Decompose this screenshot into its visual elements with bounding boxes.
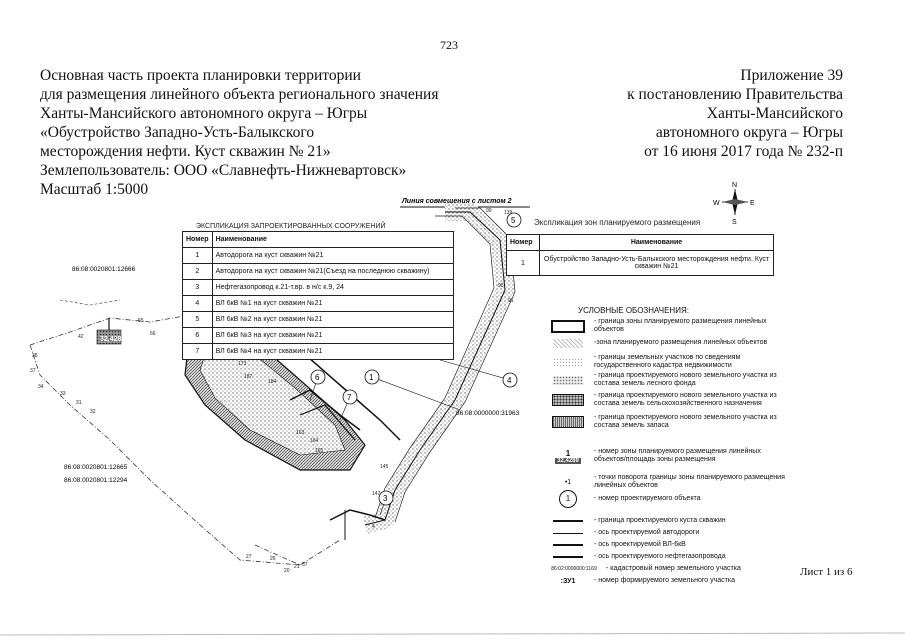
zones-table-caption: Экспликация зон планируемого размещения (534, 218, 701, 227)
zone-boundary-symbol (551, 320, 585, 333)
appendix-line: к постановлению Правительства (627, 86, 843, 103)
legend-item: :ЗУ1 - номер формируемого земельного участка (560, 577, 735, 585)
svg-text:1: 1 (369, 373, 374, 382)
legend-item: - граница проектируемого нового земельного участка из состава земель сельскохозяйственного назначения (548, 392, 794, 408)
svg-text:27: 27 (246, 554, 252, 560)
legend-item: •1 - точки поворота границы зоны планируемого размещения линейных объектов (564, 474, 785, 489)
header-number: Номер (507, 235, 540, 251)
zone-area-label: 32,4289 (100, 336, 126, 343)
table-row: 7 ВЛ 6кВ №4 на куст скважин №21 (183, 344, 454, 360)
appendix-line: автономного округа – Югры (655, 124, 843, 141)
zone-fill-symbol (553, 339, 583, 348)
reserve-land-symbol (552, 416, 584, 428)
table-row: 6 ВЛ 6кВ №3 на куст скважин №21 (183, 328, 454, 344)
vl-axis-symbol (553, 544, 583, 546)
header-number: Номер (183, 232, 213, 248)
table-row: 5 ВЛ 6кВ №2 на куст скважин №21 (183, 312, 454, 328)
header-name: Наименование (540, 235, 774, 251)
title-line: «Обустройство Западно-Усть-Балыкского (40, 124, 315, 141)
svg-text:99: 99 (486, 208, 492, 214)
appendix-line: Приложение 39 (740, 67, 843, 84)
cadastre-symbol (553, 358, 583, 366)
svg-text:95: 95 (498, 283, 504, 289)
legend-item: - ось проектируемой ВЛ-6кВ (548, 538, 794, 552)
header-name: Наименование (212, 232, 453, 248)
pad-boundary-symbol (553, 520, 583, 522)
svg-text:165: 165 (315, 448, 324, 454)
scale-line: Масштаб 1:5000 (40, 181, 149, 198)
sheet-label: Лист 1 из 6 (800, 566, 853, 578)
zones-table (506, 218, 774, 276)
legend-item: - граница проектируемого нового земельного участка из состава земель запаса (548, 414, 794, 430)
legend-title: УСЛОВНЫЕ ОБОЗНАЧЕНИЯ: (578, 306, 689, 315)
svg-text:3: 3 (383, 494, 388, 503)
svg-text:26: 26 (270, 556, 276, 562)
object-number-example: 1 (559, 490, 577, 508)
legend-item: 86:02:0000000:1169 - кадастровый номер земельного участка (551, 565, 741, 572)
legend-item: 1 32,4289 - номер зоны планируемого размещения линейных объектов/площадь зоны размещения (557, 448, 761, 464)
svg-text:31: 31 (76, 400, 82, 406)
zone-area-example: 32,4289 (557, 457, 579, 464)
compass-n: N (732, 182, 738, 189)
land-user-line: Землепользователь: ООО «Славнефть-Нижневартовск» (40, 162, 407, 179)
parcel-boundary (255, 540, 340, 565)
point-example: •1 (564, 478, 572, 486)
cadastral-label: 86:08:0020801:12665 (64, 464, 128, 471)
svg-text:4: 4 (372, 524, 375, 530)
compass (713, 182, 755, 226)
svg-text:145: 145 (380, 464, 389, 470)
page-number: 723 (440, 38, 458, 52)
road-axis-symbol (553, 533, 583, 534)
structures-table-caption: ЭКСПЛИКАЦИЯ ЗАПРОЕКТИРОВАННЫХ СООРУЖЕНИЙ (196, 223, 386, 230)
table-row: 4 ВЛ 6кВ №1 на куст скважин №21 (183, 296, 454, 312)
legend-item: - ось проектируемой автодороги (548, 526, 794, 540)
object-callout (340, 390, 357, 420)
compass-w: W (713, 200, 720, 207)
combine-line-label: Линия совмещения с листом 2 (402, 198, 512, 205)
svg-text:6: 6 (315, 373, 320, 382)
appendix-block (627, 66, 843, 161)
svg-text:5: 5 (511, 216, 516, 225)
legend-item: - граница зоны планируемого размещения линейных объектов (548, 318, 794, 334)
svg-text:4: 4 (507, 376, 512, 385)
legend-item: - граница проектируемого нового земельного участка из состава земель лесного фонда (548, 372, 794, 388)
svg-text:139: 139 (504, 210, 513, 216)
table-row: 1 Обустройство Западно-Усть-Балыкского месторождения нефти. Куст скважин №21 (507, 251, 774, 276)
svg-text:37: 37 (302, 562, 308, 568)
svg-text:42: 42 (78, 334, 84, 340)
cadastral-label: 86:08:0000000:31963 (456, 410, 520, 417)
svg-text:7: 7 (347, 393, 352, 402)
title-line: месторождения нефти. Куст скважин № 21» (40, 143, 331, 160)
svg-text:173: 173 (238, 361, 247, 367)
cadastral-label: 86:08:0020801:12666 (72, 266, 136, 273)
svg-text:34: 34 (38, 384, 44, 390)
zone-number-example: 1 (565, 448, 571, 458)
svg-text:38: 38 (32, 353, 38, 359)
compass-s: S (732, 219, 737, 226)
pipeline-axis-symbol (553, 556, 583, 558)
svg-text:147: 147 (372, 491, 381, 497)
svg-text:164: 164 (310, 438, 319, 444)
svg-text:187: 187 (244, 374, 253, 380)
svg-text:91: 91 (508, 298, 514, 304)
legend-item: -зона планируемого размещения линейных объектов (548, 336, 794, 350)
scan-edge (0, 633, 905, 635)
svg-text:37: 37 (30, 368, 36, 374)
table-row: 1 Автодорога на куст скважин №21 (183, 248, 454, 264)
appendix-line: от 16 июня 2017 года № 232-п (644, 143, 843, 160)
legend-item: - граница проектируемого куста скважин (548, 514, 794, 528)
title-line: Ханты-Мансийского автономного округа – Югры (40, 105, 368, 122)
legend-item: - границы земельных участков по сведениям государственного кадастра недвижимости (548, 354, 794, 370)
appendix-line: Ханты-Мансийского (706, 105, 843, 122)
plot-example: :ЗУ1 (560, 577, 576, 585)
agri-land-symbol (552, 394, 584, 406)
parcel-boundary (60, 300, 120, 305)
svg-text:32: 32 (90, 409, 96, 415)
svg-text:184: 184 (268, 379, 277, 385)
table-row: 3 Нефтегазопровод к.21-т.вр. в н/с к.9, 24 (183, 280, 454, 296)
compass-e: E (750, 200, 755, 207)
cadastral-label: 86:08:0020801:12294 (64, 477, 128, 484)
title-line: для размещения линейного объекта регионального значения (40, 86, 439, 103)
svg-text:21: 21 (294, 564, 300, 570)
svg-text:20: 20 (284, 568, 290, 574)
legend-item: - ось проектируемого нефтегазопровода (548, 550, 794, 564)
table-row: 2 Автодорога на куст скважин №21(Съезд на последнюю скважину) (183, 264, 454, 280)
title-line: Основная часть проекта планировки территории (40, 67, 361, 84)
svg-text:163: 163 (296, 430, 305, 436)
svg-text:65: 65 (138, 318, 144, 324)
legend-item: 1 - номер проектируемого объекта (548, 492, 794, 506)
forest-land-symbol (553, 376, 583, 385)
structures-table (182, 223, 454, 360)
svg-text:33: 33 (60, 391, 66, 397)
cadastral-example: 86:02:0000000:1169 (551, 566, 597, 572)
svg-text:66: 66 (150, 331, 156, 337)
